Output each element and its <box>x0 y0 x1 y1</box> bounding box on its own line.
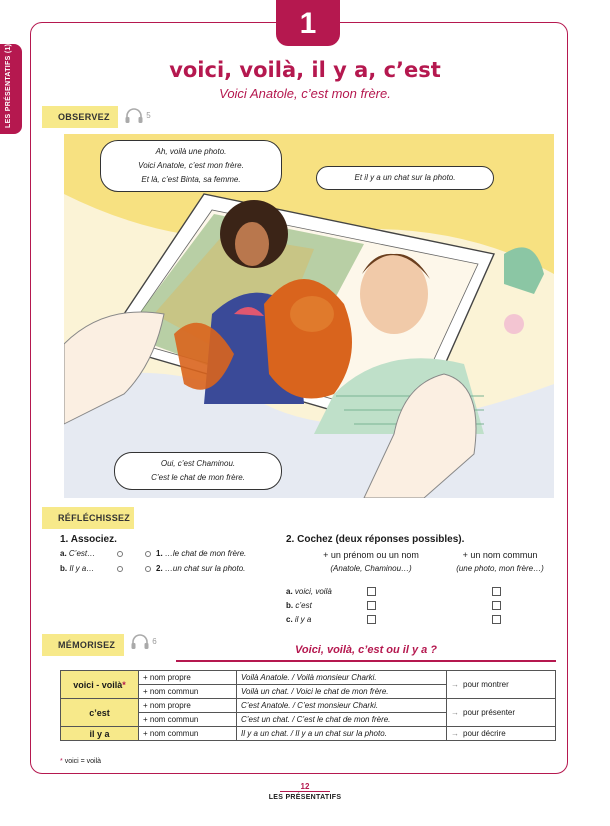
example-cell: Voilà un chat. / Voici le chat de mon frère. <box>237 685 447 699</box>
side-tab-label: LES PRÉSENTATIFS (1) <box>5 43 12 128</box>
example-cell: C’est Anatole. / C’est monsieur Charki. <box>237 699 447 713</box>
checkbox-b-col1[interactable] <box>367 601 376 610</box>
kind-cell: + nom commun <box>139 685 237 699</box>
footnote <box>60 758 101 765</box>
arrow-icon: → <box>451 729 459 738</box>
footnote-text: voici = voilà <box>64 758 102 765</box>
audio-track-5[interactable] <box>124 108 151 124</box>
page-number: 12 <box>300 782 310 791</box>
match-dot-2[interactable] <box>145 566 151 572</box>
kind-cell: + nom propre <box>139 671 237 685</box>
item-key: a. <box>286 587 293 596</box>
item-key: c. <box>286 615 293 624</box>
task1-left-b <box>60 564 94 573</box>
page-caption: LES PRÉSENTATIFS <box>268 794 342 801</box>
task2-col1-sub: (Anatole, Chaminou…) <box>330 564 412 573</box>
memorisez-rule <box>176 660 556 662</box>
lead-text: il y a <box>89 728 110 739</box>
lead-text: voici - voilà <box>73 679 123 690</box>
headphones-icon <box>124 108 144 124</box>
audio-track-number: 6 <box>152 637 157 647</box>
use-cell <box>447 671 556 699</box>
table-row <box>61 727 556 741</box>
arrow-icon: → <box>451 708 459 717</box>
task1-right-2 <box>156 564 245 573</box>
section-memorisez-label: MÉMORISEZ <box>58 640 116 650</box>
item-text: Il y a… <box>69 564 95 573</box>
example-cell: Il y a un chat. / Il y a un chat sur la photo. <box>237 727 447 741</box>
table-row <box>61 699 556 713</box>
task1-right-1 <box>156 549 246 558</box>
lead-cest <box>61 699 139 727</box>
checkbox-c-col2[interactable] <box>492 615 501 624</box>
lead-voici-voila <box>61 671 139 699</box>
bubble-line-2: Voici Anatole, c’est mon frère. <box>138 161 244 170</box>
illustration <box>64 134 554 498</box>
use-text: pour montrer <box>463 680 509 689</box>
speech-bubble-top-left <box>100 140 282 192</box>
checkbox-b-col2[interactable] <box>492 601 501 610</box>
task2-col1-head: + un prénom ou un nom <box>323 550 419 560</box>
task2-row-c <box>286 615 311 624</box>
task2-row-a <box>286 587 332 596</box>
bubble-line-2: C’est le chat de mon frère. <box>151 473 245 482</box>
section-reflechissez <box>42 507 134 529</box>
item-text: …le chat de mon frère. <box>164 549 247 558</box>
item-text: …un chat sur la photo. <box>164 564 246 573</box>
section-memorisez <box>42 634 124 656</box>
section-observez <box>42 106 118 128</box>
arrow-icon: → <box>451 680 459 689</box>
audio-track-number: 5 <box>146 111 151 121</box>
audio-track-6[interactable] <box>130 634 157 650</box>
bubble-line-1: Oui, c’est Chaminou. <box>160 459 236 468</box>
checkbox-c-col1[interactable] <box>367 615 376 624</box>
example-cell: C’est un chat. / C’est le chat de mon frère. <box>237 713 447 727</box>
use-text: pour présenter <box>463 708 516 717</box>
item-text: voici, voilà <box>294 587 332 596</box>
item-text: C’est… <box>68 549 96 558</box>
lead-il-y-a <box>61 727 139 741</box>
use-text: pour décrire <box>463 729 506 738</box>
task2-col2-head: + un nom commun <box>462 550 538 560</box>
checkbox-a-col2[interactable] <box>492 587 501 596</box>
side-tab <box>0 44 22 134</box>
task1-left-a <box>60 549 95 558</box>
use-cell <box>447 727 556 741</box>
item-key: a. <box>60 549 67 558</box>
page-subtitle: Voici Anatole, c’est mon frère. <box>219 86 391 101</box>
bubble-line-1: Ah, voilà une photo. <box>155 147 227 156</box>
checkbox-a-col1[interactable] <box>367 587 376 596</box>
lead-star: * <box>122 679 126 690</box>
headphones-icon <box>130 634 150 650</box>
lead-text: c’est <box>89 707 110 718</box>
item-key: 2. <box>156 564 163 573</box>
task2-col2-sub: (une photo, mon frère…) <box>456 564 544 573</box>
item-text: il y a <box>294 615 312 624</box>
item-text: c’est <box>295 601 312 610</box>
section-observez-label: OBSERVEZ <box>58 112 110 122</box>
task1-title: 1. Associez. <box>60 534 117 545</box>
section-reflechissez-label: RÉFLÉCHISSEZ <box>58 513 131 523</box>
footer-rule <box>280 791 330 792</box>
kind-cell: + nom commun <box>139 713 237 727</box>
match-dot-a[interactable] <box>117 551 123 557</box>
match-dot-1[interactable] <box>145 551 151 557</box>
item-key: b. <box>286 601 294 610</box>
use-cell <box>447 699 556 727</box>
speech-bubble-top-right <box>316 166 494 190</box>
match-dot-b[interactable] <box>117 566 123 572</box>
grammar-table <box>60 670 556 741</box>
table-row <box>61 671 556 685</box>
example-cell: Voilà Anatole. / Voilà monsieur Charki. <box>237 671 447 685</box>
task2-row-b <box>286 601 312 610</box>
bubble-line-3: Et là, c’est Binta, sa femme. <box>141 175 241 184</box>
kind-cell: + nom commun <box>139 727 237 741</box>
footnote-star: * <box>60 758 63 765</box>
bubble-line-1: Et il y a un chat sur la photo. <box>354 173 456 182</box>
chapter-number: 1 <box>276 0 340 46</box>
page-title: voici, voilà, il y a, c’est <box>169 58 441 82</box>
speech-bubble-bottom <box>114 452 282 490</box>
kind-cell: + nom propre <box>139 699 237 713</box>
item-key: b. <box>60 564 68 573</box>
memorisez-title: Voici, voilà, c’est ou il y a ? <box>294 644 438 656</box>
item-key: 1. <box>156 549 163 558</box>
task2-title: 2. Cochez (deux réponses possibles). <box>286 534 465 545</box>
